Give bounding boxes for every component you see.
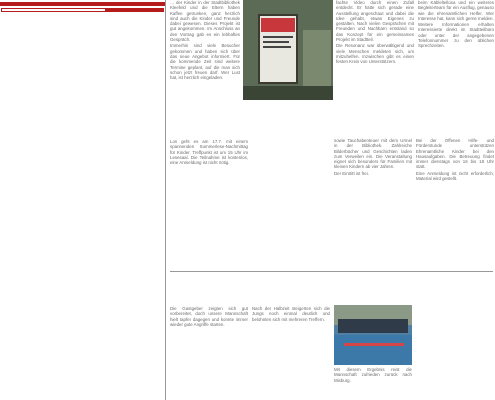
feature-text-b: beim Käbleltelloxa und ein weiteres Begleiterteam für ein Ausflug, genauso wie die ehrenamtlichen Helfer. Wer Interesse hat, kann sich gerne melden. Weitere Informationen erhalten Interessierte direkt im Stadtteilbüro oder unter der angegebenen Telefonnummer zu den üblichen Sprechzeiten. xyxy=(418,0,494,49)
phone-directory xyxy=(0,0,166,400)
sport-col-3: Mit diesem Ergebnis reist die Mannschaft zufrieden zurück nach Misburg. xyxy=(334,367,412,383)
library-col-2 xyxy=(252,138,330,270)
pool-photo xyxy=(334,305,412,365)
wochenspiegel-banner xyxy=(1,8,164,12)
feature-text-a: fachte Video durch einen Zufall entdeckt. Er hatte sich gerade eine Ausstellung angeschaut und dabei die Idee gehabt, etwas Eigenes zu gestalten. Nach vielen Gesprächen mit Freunden und Nachbarn entstand so das Konzept für ein gemeinsames Projekt im Stadtteil. Die Resonanz war überwältigend und viele Menschen meldeten sich, um mitzuhelfen. Inzwischen gibt es einen festen Kreis von Unterstützern. xyxy=(336,0,414,65)
library-col-3: sowie Tauchabenteuer mit dem Urmel in der Bibliothek. Zahlreiche Bilderbücher und Geschichten laden zum Verweilen ein. Die Veranstaltung eignet sich besonders für Familien mit kleinen Kindern ab vier Jahren. Der Eintritt ist frei. xyxy=(334,138,412,176)
article-area xyxy=(168,0,495,400)
section-rule xyxy=(170,271,493,272)
library-col-4: Bei der Offenen Hilfe- und Förderstunde unterstützen Ehrenamtliche Kinder bei den Hausaufgaben. Die Betreuung findet immer dienstags von 16 bis 18 Uhr statt. Eine Anmeldung ist nicht erforderlich, Material wird gestellt. xyxy=(416,138,494,182)
sport-col-4 xyxy=(416,305,494,400)
article-photo xyxy=(243,0,333,100)
photo-caption xyxy=(243,101,333,113)
sozialzentrum-banner xyxy=(0,2,165,6)
sport-col-2: Nach der Halbzeit steigerten sich die Jungs noch einmal deutlich und belohnten sich mit mehreren Treffern. xyxy=(252,306,330,322)
continuation-text: … der Kinder in der Stadtbibliothek Kleefeld und die Eltern haben Kaffee getrunken, ganz herzlich sind auch die Kinder und Freunde dabei gewesen. Dieses Projekt ist gut angekommen. Im Anschluss an den Vortrag gab es ein lebhaftes Gespräch. Immerhin sind viele Besucher gekommen und haben sich über das neue Angebot informiert. Für die kommende Zeit sind weitere Termine geplant, auf die man sich schon jetzt freuen darf. Wer Lust hat, ist herzlich eingeladen. xyxy=(170,0,240,81)
sport-col-1: Die Gastgeber zeigten sich gut vorbereitet, doch unsere Mannschaft hielt tapfer dagegen und konnte immer wieder gute Angriffe starten. xyxy=(170,306,248,327)
library-col-1: Los geht es am 17.7. mit einem spannenden Sommerlese-Nachmittag für Kinder. Treffpunkt ist um 15 Uhr im Lesesaal. Die Teilnahme ist kostenlos, eine Anmeldung ist nicht nötig. xyxy=(170,139,248,166)
